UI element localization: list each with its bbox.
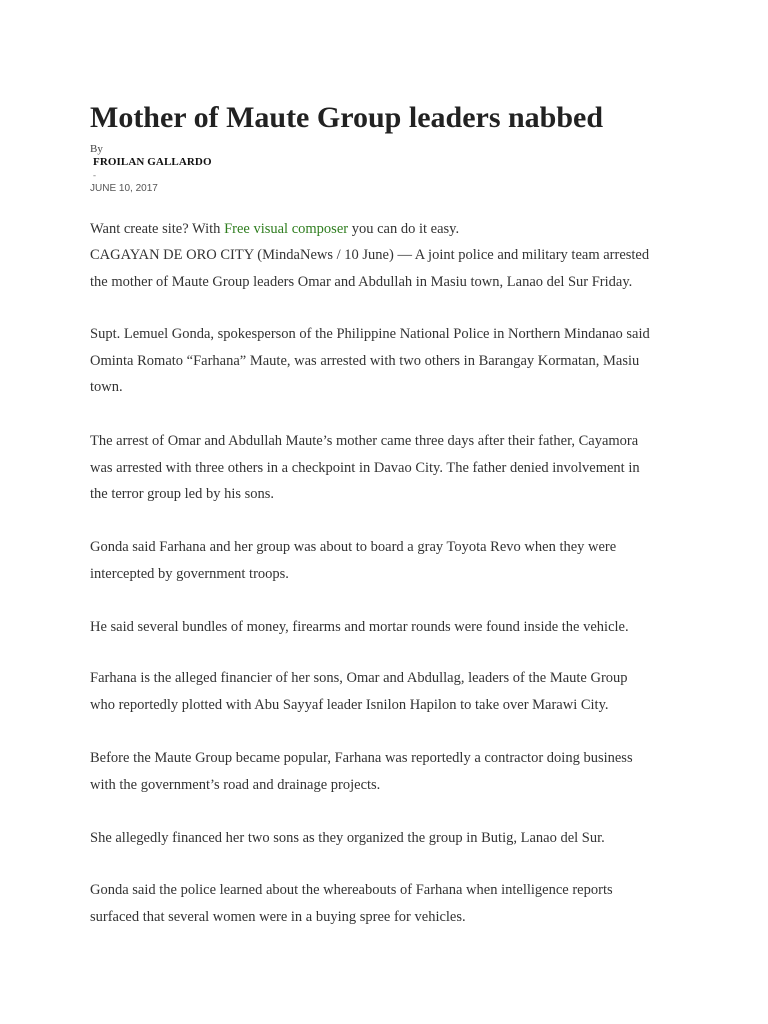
paragraph-line: was arrested with three others in a checkpoint in Davao City. The father denied involvement in bbox=[90, 459, 640, 476]
paragraph-9 bbox=[90, 877, 690, 930]
promo-text-before: Want create site? With bbox=[90, 221, 225, 237]
article-title: Mother of Maute Group leaders nabbed bbox=[90, 101, 604, 134]
byline-separator: - bbox=[93, 170, 96, 180]
paragraph-line: CAGAYAN DE ORO CITY (MindaNews / 10 June) — A joint police and military team arrested bbox=[90, 247, 650, 263]
paragraph-line: She allegedly financed her two sons as they organized the group in Butig, Lanao del Sur. bbox=[90, 830, 605, 846]
author-name[interactable]: FROILAN GALLARDO bbox=[93, 156, 212, 168]
paragraph-8 bbox=[90, 825, 690, 852]
paragraph-6 bbox=[90, 665, 690, 718]
byline-label: By bbox=[90, 143, 103, 155]
paragraph-3 bbox=[90, 428, 690, 508]
paragraph-line: who reportedly plotted with Abu Sayyaf leader Isnilon Hapilon to take over Marawi City. bbox=[90, 696, 609, 713]
paragraph-line: Supt. Lemuel Gonda, spokesperson of the Philippine National Police in Northern Mindanao said bbox=[90, 326, 650, 342]
paragraph-line: Farhana is the alleged financier of her sons, Omar and Abdullag, leaders of the Maute Group bbox=[90, 670, 628, 686]
paragraph-line: the terror group led by his sons. bbox=[90, 486, 275, 502]
free-visual-composer-link[interactable]: Free visual composer bbox=[224, 221, 349, 237]
paragraph-4 bbox=[90, 534, 690, 587]
paragraph-line: The arrest of Omar and Abdullah Maute’s mother came three days after their father, Cayamora bbox=[90, 433, 639, 449]
paragraph-line: He said several bundles of money, firearms and mortar rounds were found inside the vehicle. bbox=[90, 619, 629, 635]
paragraph-line: Ominta Romato “Farhana” Maute, was arrested with two others in Barangay Kormatan, Masiu bbox=[90, 352, 640, 369]
promo-text-after: you can do it easy. bbox=[348, 221, 460, 237]
publish-date: JUNE 10, 2017 bbox=[90, 183, 158, 194]
paragraph-1 bbox=[90, 242, 690, 295]
paragraph-5 bbox=[90, 614, 690, 641]
paragraph-7 bbox=[90, 745, 690, 798]
paragraph-line: Before the Maute Group became popular, Farhana was reportedly a contractor doing business bbox=[90, 750, 633, 766]
paragraph-line: with the government’s road and drainage projects. bbox=[90, 776, 381, 793]
paragraph-line: town. bbox=[90, 379, 123, 395]
paragraph-line: surfaced that several women were in a buying spree for vehicles. bbox=[90, 908, 466, 925]
paragraph-line: the mother of Maute Group leaders Omar and Abdullah in Masiu town, Lanao del Sur Friday. bbox=[90, 273, 633, 290]
paragraph-line: Gonda said the police learned about the whereabouts of Farhana when intelligence reports bbox=[90, 882, 613, 898]
promo-line bbox=[90, 218, 459, 240]
paragraph-2 bbox=[90, 321, 690, 401]
paragraph-line: Gonda said Farhana and her group was about to board a gray Toyota Revo when they were bbox=[90, 539, 617, 555]
paragraph-line: intercepted by government troops. bbox=[90, 565, 289, 582]
